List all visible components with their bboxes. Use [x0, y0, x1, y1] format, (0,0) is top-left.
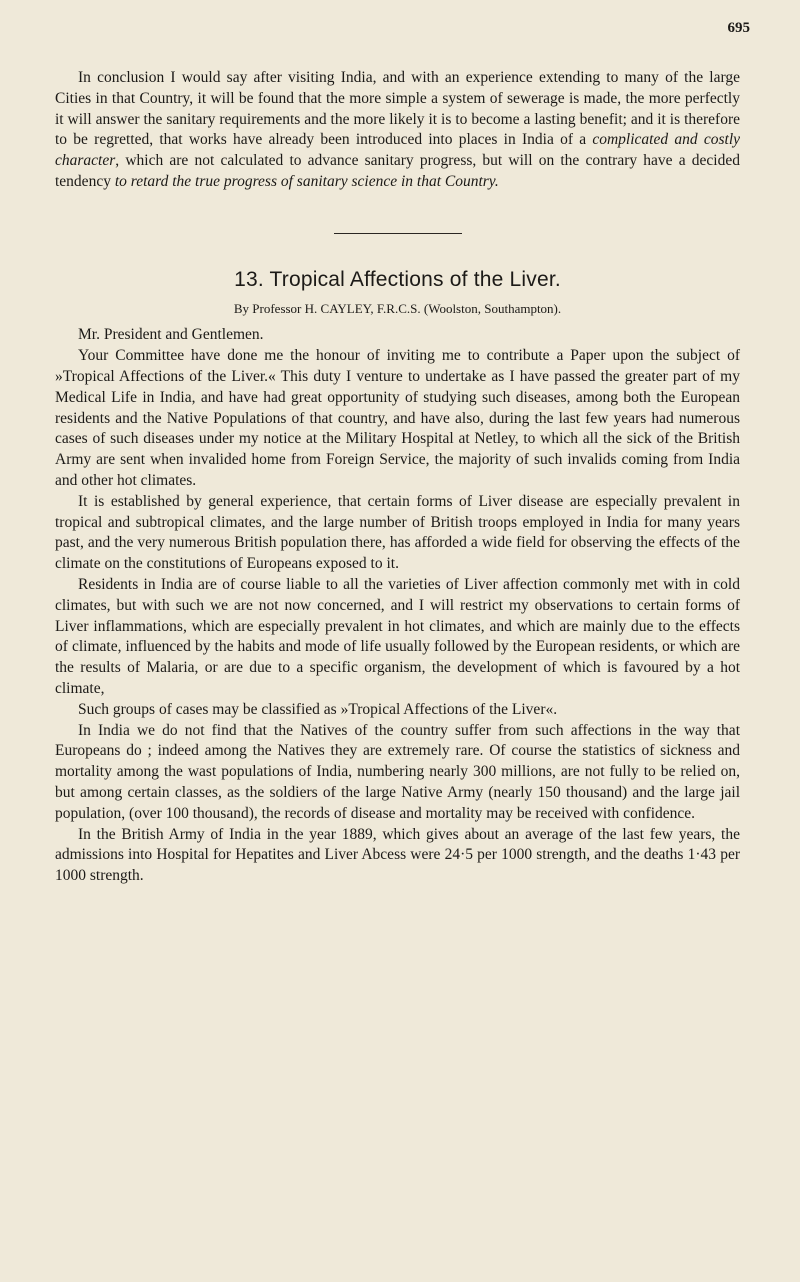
salutation: Mr. President and Gentlemen.: [78, 326, 264, 344]
intro-paragraph: [55, 68, 740, 193]
paragraph-2: It is established by general experience, that certain forms of Liver disease are especially prevalent in tropical and subtropical climates, and the large number of British troops employed in India for many years past, and the very numerous British population there, has afforded a wide field for observing the effects of the climate on the constitutions of Europeans exposed to it.: [55, 492, 740, 573]
page-number: 695: [727, 20, 750, 36]
intro-text-1: In conclusion I would say after visiting India, and with an experience extending to many of the large Cities in that Country, it will be found that the more simple a system of sewerage is made, the more perfectly it will answer the sanitary requirements and the more likely it is to become a lasting benefit; and it is therefore to be regretted, that works have already been introduced into places in India of a: [55, 69, 740, 149]
paragraph-1: Your Committee have done me the honour of inviting me to contribute a Paper upon the subject of »Tropical Affections of the Liver.« This duty I venture to undertake as I have passed the greater part of my Medical Life in India, and have had great opportunity of studying such diseases, among both the European residents and the Native Populations of that country, and have also, during the last few years had numerous cases of such diseases under my notice at the Military Hospital at Netley, to which all the sick of the British Army are sent when invalided home from Foreign Service, the majority of such invalids coming from India and other hot climates.: [55, 347, 740, 489]
paragraph-5: In India we do not find that the Natives of the country suffer from such affections in the way that Europeans do ; indeed among the Natives they are extremely rare. Of course the statistics of sickness and mortality among the wast populations of India, numbering nearly 300 millions, are not fully to be relied on, but among certain classes, as the soldiers of the large Native Army (nearly 150 thousand) and the large jail population, (over 100 thousand), the records of disease and mortality may be received with confidence.: [55, 721, 740, 822]
article-byline: By Professor H. CAYLEY, F.R.C.S. (Woolston, Southampton).: [233, 300, 562, 316]
intro-italic-2: to retard the true progress of sanitary science in that Country.: [114, 172, 499, 190]
intro-text-2: , which are not calculated to advance sanitary progress, but will on the contrary have a decided tendency: [55, 152, 740, 190]
article-title: 13. Tropical Affections of the Liver.: [234, 267, 561, 291]
paragraph-4: Such groups of cases may be classified as »Tropical Affections of the Liver«.: [78, 700, 558, 718]
intro-italic-1: complicated and costly character: [55, 131, 741, 170]
section-divider: [334, 233, 462, 234]
paragraph-6: In the British Army of India in the year 1889, which gives about an average of the last few years, the admissions into Hospital for Hepatites and Liver Abcess were 24·5 per 1000 strength, and the deaths 1·43 per 1000 strength.: [55, 825, 740, 885]
page-content: [55, 68, 740, 887]
paragraph-3: Residents in India are of course liable to all the varieties of Liver affection commonly met with in cold climates, but with such we are not now concerned, and I will restrict my observations to certain forms of Liver inflammations, which are especially prevalent in hot climates, and which are mainly due to the effects of climate, influenced by the habits and mode of life usually followed by the European residents, or which are the results of Malaria, or are due to a specific organism, the development of which is favoured by a hot climate,: [55, 575, 740, 697]
